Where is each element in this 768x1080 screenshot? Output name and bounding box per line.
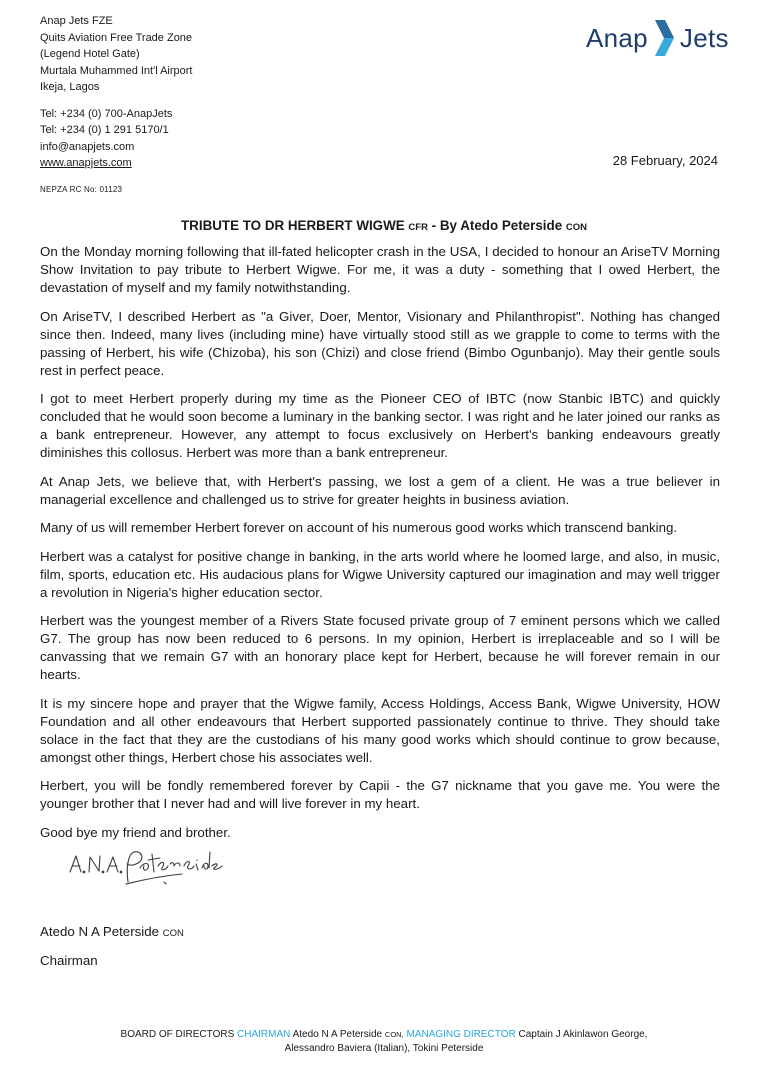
rc-number: NEPZA RC No: 01123 xyxy=(40,184,123,194)
footer-md-name: Captain J Akinlawon George, xyxy=(518,1029,648,1040)
logo-word-jets: Jets xyxy=(679,22,729,53)
signatory-name-text: Atedo N A Peterside xyxy=(40,924,160,939)
title-author: - By Atedo Peterside xyxy=(431,218,563,233)
title-author-honorific: CON xyxy=(565,222,587,233)
address-line: Murtala Muhammed Int'l Airport xyxy=(40,64,193,77)
address-line: Ikeja, Lagos xyxy=(40,81,100,93)
paragraph: Herbert was the youngest member of a Rivers State focused private group of 7 eminent persons which we called G7. The group has now been reduced to 6 persons. In my opinion, Herbert is irreplaceable and so I will be canvassing that we remain G7 with an honorary place kept for Herbert, because he will forever remain in our hearts. xyxy=(40,613,720,682)
email-address: info@anapjets.com xyxy=(40,140,135,153)
telephone-1: Tel: +234 (0) 700-AnapJets xyxy=(40,107,173,120)
signatory-honorific: CON xyxy=(162,928,184,939)
footer-directors xyxy=(0,1028,768,1056)
address-line: (Legend Hotel Gate) xyxy=(40,48,140,60)
footer-line-1 xyxy=(0,1028,768,1042)
footer-line-2: Alessandro Baviera (Italian), Tokini Peterside xyxy=(284,1043,484,1054)
paragraph: I got to meet Herbert properly during my time as the Pioneer CEO of IBTC (now Stanbic IBTC) and quickly concluded that he would soon become a luminary in the banking sector. I was right and he later joined our ranks as a bank entrepreneur. However, any attempt to focus exclusively on Herbert's banking endeavours greatly diminishes this collosus. Herbert was more than a bank entrepreneur. xyxy=(40,391,720,460)
footer-chairman-honorific: CON, xyxy=(384,1030,404,1039)
signatory-name xyxy=(40,924,184,939)
letter-date: 28 February, 2024 xyxy=(612,153,718,168)
website-link[interactable]: www.anapjets.com xyxy=(40,157,132,169)
footer-md-label: MANAGING DIRECTOR xyxy=(406,1029,516,1040)
letter-body xyxy=(40,243,720,852)
signatory-role: Chairman xyxy=(40,953,98,968)
paragraph: At Anap Jets, we believe that, with Herbert's passing, we lost a gem of a client. He was a true believer in managerial excellence and challenged us to strive for greater heights in business aviation. xyxy=(40,473,720,507)
address-line: Quits Aviation Free Trade Zone xyxy=(40,31,193,44)
paragraph: Herbert was a catalyst for positive change in banking, in the arts world where he loomed large, and also, in music, film, sports, education etc. His audacious plans for Wigwe University captured our imagination and may well trigger a revolution in Nigeria's higher education sector. xyxy=(40,548,720,600)
letter-title xyxy=(0,218,768,233)
paragraph: On the Monday morning following that ill-fated helicopter crash in the USA, I decided to honour an AriseTV Morning Show Invitation to pay tribute to Herbert Wigwe. For me, it was a duty - something that I owed Herbert, the devastation of myself and my family notwithstanding. xyxy=(40,244,720,295)
paragraph: On AriseTV, I described Herbert as "a Giver, Doer, Mentor, Visionary and Philanthropist". Nothing has changed since then. Indeed, many lives (including mine) have virtually stood still as we grapple to come to terms with the passing of Herbert, his wife (Chizoba), his son (Chizi) and close friend (Bimbo Ogunbanjo). May their gentle souls rest in perfect peace. xyxy=(40,308,720,378)
closing-line: Good bye my friend and brother. xyxy=(40,824,231,840)
title-main: TRIBUTE TO DR HERBERT WIGWE xyxy=(181,218,405,233)
paragraph: It is my sincere hope and prayer that the Wigwe family, Access Holdings, Access Bank, Wigwe University, HOW Foundation and all other endeavours that Herbert supported passionately continue to thrive. They should take solace in the fact that they are the custodians of his many good works which should continue to grow because, amongst other things, Herbert chose his associates well. xyxy=(40,695,720,765)
footer-chairman-label: CHAIRMAN xyxy=(237,1029,291,1040)
company-logo xyxy=(586,16,748,60)
paragraph: Herbert, you will be fondly remembered forever by Capii - the G7 nickname that you gave me. You were the younger brother that I never had and will live forever in my heart. xyxy=(40,778,720,811)
logo-word-anap: Anap xyxy=(586,22,648,53)
company-name: Anap Jets FZE xyxy=(40,15,113,27)
footer-chairman-name: Atedo N A Peterside xyxy=(292,1029,383,1040)
footer-board-label: BOARD OF DIRECTORS xyxy=(120,1029,235,1040)
chevron-right-icon xyxy=(653,18,675,58)
handwritten-signature xyxy=(62,838,232,898)
letterhead-address xyxy=(40,13,193,198)
telephone-2: Tel: +234 (0) 1 291 5170/1 xyxy=(40,124,169,136)
title-honorific: CFR xyxy=(408,222,428,233)
paragraph: Many of us will remember Herbert forever on account of his numerous good works which transcend banking. xyxy=(40,520,678,535)
